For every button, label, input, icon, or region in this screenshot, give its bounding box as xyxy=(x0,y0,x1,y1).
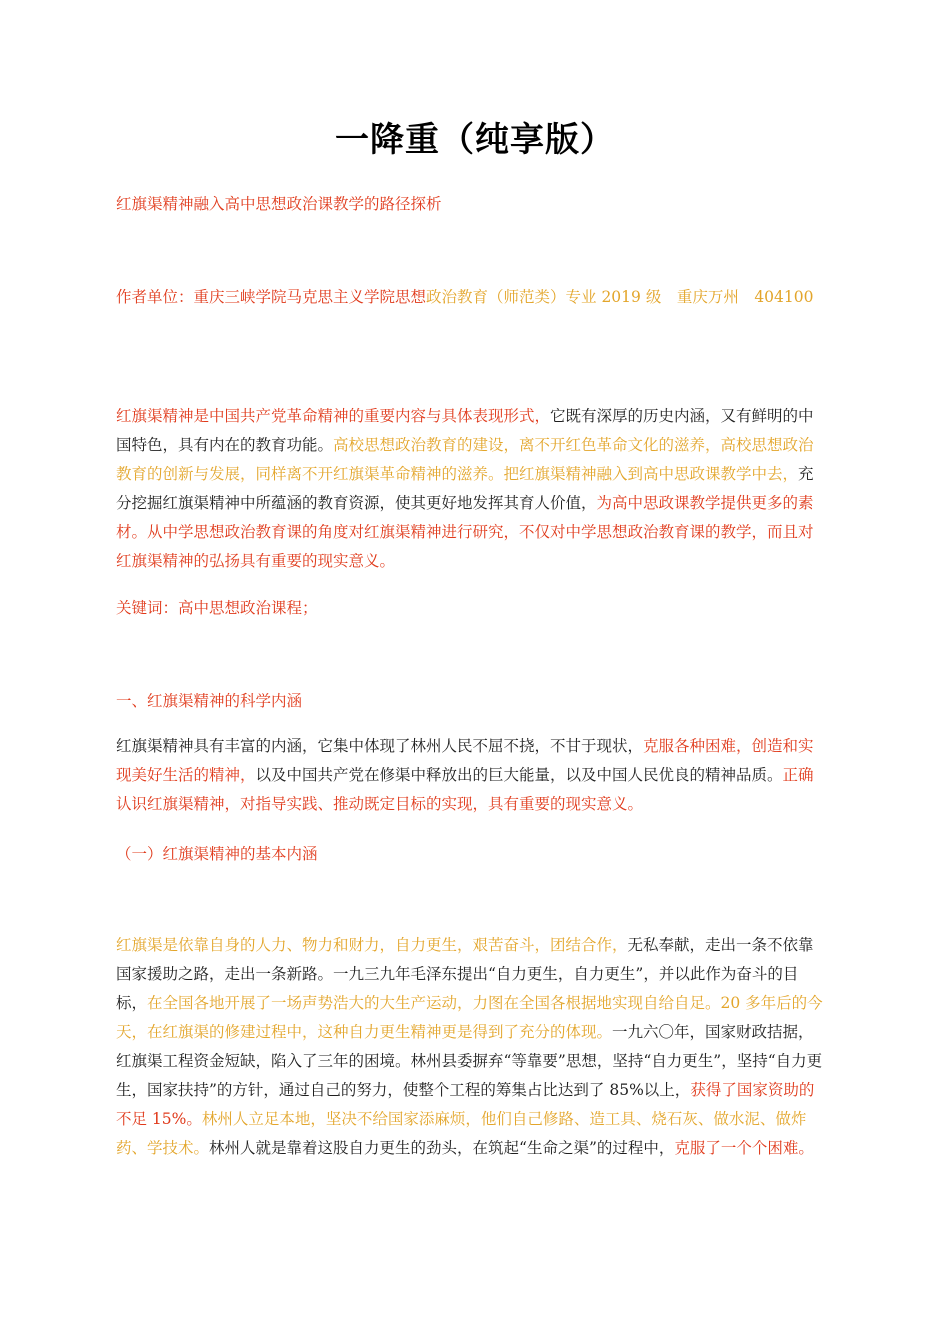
section-body-segment: 正确认识红旗渠精神，对指导实践、推动既定目标的实现，具有重要的现实意义。 xyxy=(116,766,814,813)
abstract-segment: 为高中思政课教学提供更多的素材。从中学思想政治教育课的角度对红旗渠精神进行研究，不仅对中学思想政治教育课的教学，而且对红旗渠精神的弘扬具有重要的现实意义。 xyxy=(116,494,814,570)
page-title: 一降重（纯享版） xyxy=(335,120,615,160)
section-body-segment: 克服各种困难，创造和实现美好生活的精神， xyxy=(116,737,814,784)
subsection-body-segment: 红旗渠是依靠自身的人力、物力和财力，自力更生，艰苦奋斗，团结合作， xyxy=(116,936,628,954)
abstract-segment: 高校思想政治教育的建设，离不开红色革命文化的滋养，高校思想政治教育的创新与发展，同样离不开红旗渠革命精神的滋养。把红旗渠精神融入到高中思政课教学中去， xyxy=(116,436,814,483)
subsection-heading: （一）红旗渠精神的基本内涵 xyxy=(116,845,318,863)
section-body-paragraph xyxy=(116,732,828,819)
subsection-body-segment: 在全国各地开展了一场声势浩大的大生产运动，力图在全国各根据地实现自给自足。20 多年后的今天，在红旗渠的修建过程中，这种自力更生精神更是得到了充分的体现。 xyxy=(116,994,823,1041)
subsection-body-paragraph xyxy=(116,931,828,1163)
section-body-segment: 红旗渠精神具有丰富的内涵，它集中体现了林州人民不屈不挠，不甘于现状， xyxy=(116,737,644,755)
abstract-segment: 充分挖掘红旗渠精神中所蕴涵的教育资源，使其更好地发挥其育人价值， xyxy=(116,465,814,512)
author-affiliation-part2: 政治教育（师范类）专业 2019 级 重庆万州 404100 xyxy=(426,288,814,306)
abstract-segment: 它既有深厚的历史内涵，又有鲜明的中国特色，具有内在的教育功能。 xyxy=(116,407,814,454)
subsection-body-segment: 林州人立足本地，坚决不给国家添麻烦，他们自己修路、造工具、烧石灰、做水泥、做炸药、学技术。 xyxy=(116,1110,807,1157)
article-subtitle: 红旗渠精神融入高中思想政治课教学的路径探析 xyxy=(116,195,442,213)
author-affiliation xyxy=(116,283,828,311)
subsection-body-segment: 无私奉献，走出一条不依靠国家援助之路，走出一条新路。一九三九年毛泽东提出“自力更生，自力更生”，并以此作为奋斗的目标， xyxy=(116,936,814,1012)
subsection-body-segment: 一九六〇年，国家财政拮据，红旗渠工程资金短缺，陷入了三年的困境。林州县委摒弃“等靠要”思想，坚持“自力更生”，坚持“自力更生，国家扶持”的方针，通过自己的努力，使整个工程的筹集占比达到了 85%以上， xyxy=(116,1023,823,1099)
subsection-body-segment: 林州人就是靠着这股自力更生的劲头，在筑起“生命之渠”的过程中， xyxy=(209,1139,675,1157)
keywords-line: 关键词：高中思想政治课程； xyxy=(116,599,318,617)
subsection-body-segment: 获得了国家资助的不足 15%。 xyxy=(116,1081,815,1128)
author-affiliation-part1: 作者单位：重庆三峡学院马克思主义学院思想 xyxy=(116,288,427,306)
section-heading: 一、红旗渠精神的科学内涵 xyxy=(116,692,303,710)
section-body-segment: 以及中国共产党在修渠中释放出的巨大能量，以及中国人民优良的精神品质。 xyxy=(255,766,783,784)
abstract-paragraph xyxy=(116,402,828,576)
abstract-segment: 红旗渠精神是中国共产党革命精神的重要内容与具体表现形式， xyxy=(116,407,551,425)
subsection-body-segment: 克服了一个个困难。 xyxy=(674,1139,814,1157)
